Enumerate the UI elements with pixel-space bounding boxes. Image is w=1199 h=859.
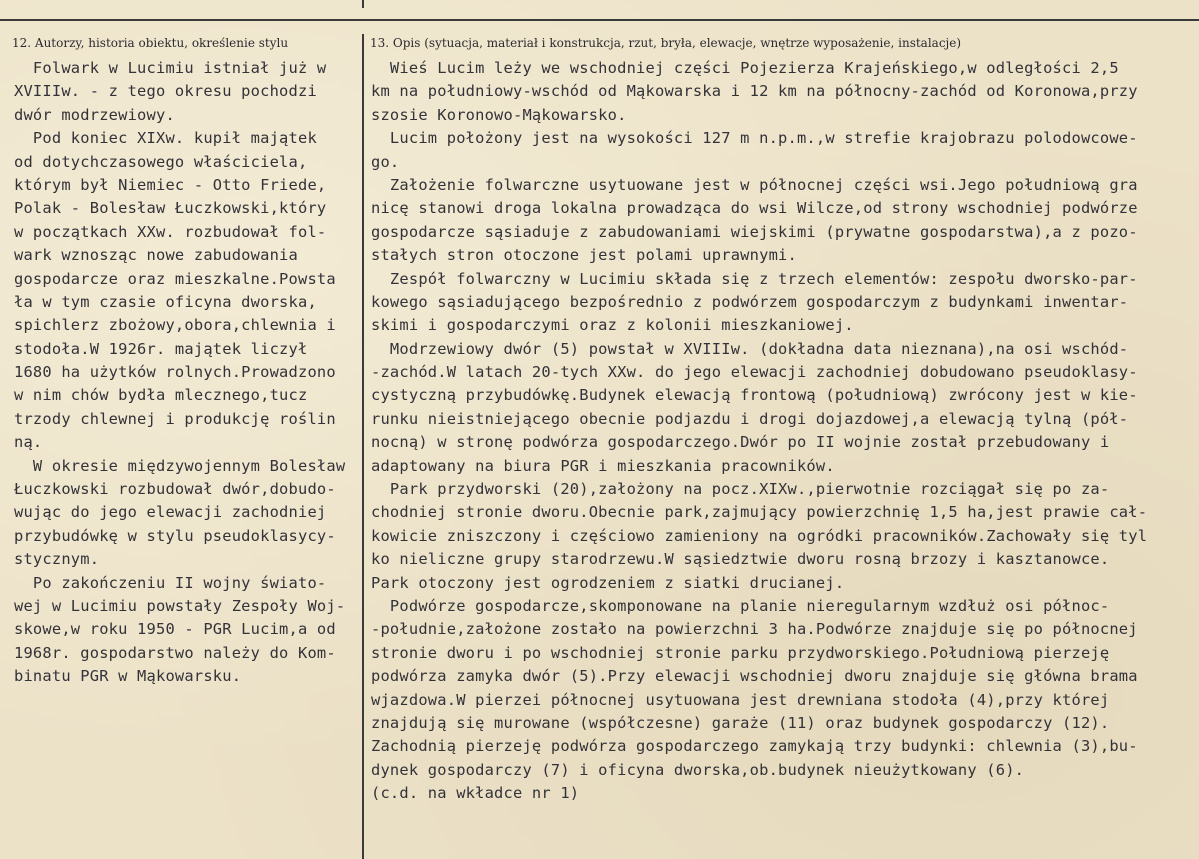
text-line: (c.d. na wkładce nr 1) [371, 784, 580, 803]
text-line: Po zakończeniu II wojny świato- [14, 573, 327, 592]
text-line: nocną) w stronę podwórza gospodarczego.Dwór po II wojnie został przebudowany i [371, 433, 1110, 452]
text-line: 1968r. gospodarstwo należy do Kom- [14, 643, 336, 662]
text-line: przybudówkę w stylu pseudoklasycy- [14, 526, 336, 545]
text-line: Wieś Lucim leży we wschodniej części Pojezierza Krajeńskiego,w odległości 2,5 [371, 59, 1119, 77]
text-line: cystyczną przybudówkę.Budynek elewacją frontową (południową) zwrócony jest w kie- [371, 386, 1138, 405]
text-line: kowicie zniszczony i częściowo zamieniony na ogródki pracowników.Zachowały się tyl [371, 526, 1148, 545]
text-line: od dotychczasowego właściciela, [14, 152, 308, 171]
text-line: znajdują się murowane (współczesne) garaże (11) oraz budynek gospodarczy (12). [371, 713, 1110, 732]
text-line: W okresie międzywojennym Bolesław [14, 456, 346, 475]
text-line: Folwark w Lucimiu istniał już w [14, 59, 327, 77]
section-13-header: 13. Opis (sytuacja, materiał i konstrukcja, rzut, bryła, elewacje, wnętrze wyposażenie, instalacje) [370, 36, 962, 50]
text-line: wując do jego elewacji zachodniej [14, 503, 327, 522]
text-line: kowego sąsiadującego bezpośrednio z podwórzem gospodarczym z budynkami inwentar- [371, 292, 1129, 311]
text-line: Park przydworski (20),założony na pocz.XIXw.,pierwotnie rozciągał się po za- [371, 480, 1110, 499]
text-line: Podwórze gospodarcze,skomponowane na planie nieregularnym wzdłuż osi północ- [371, 596, 1110, 615]
section-12-header: 12. Autorzy, historia obiektu, określenie stylu [12, 36, 289, 50]
text-line: stycznym. [14, 550, 100, 569]
history-text-column [14, 57, 359, 689]
description-text-column [371, 57, 1197, 806]
text-line: ła w tym czasie oficyna dworska, [14, 292, 317, 311]
text-line: dwór modrzewiowy. [14, 105, 175, 124]
text-line: w początkach XXw. rozbudował fol- [14, 222, 327, 241]
text-line: adaptowany na biura PGR i mieszkania pracowników. [371, 456, 835, 475]
text-line: stałych stron otoczone jest polami uprawnymi. [371, 246, 797, 265]
top-rule [0, 19, 1199, 21]
column-divider [362, 34, 364, 859]
text-line: skimi i gospodarczymi oraz z kolonii mieszkaniowej. [371, 316, 854, 335]
text-line: chodniej stronie dworu.Obecnie park,zajmujący powierzchnię 1,5 ha,jest prawie cał- [371, 503, 1148, 522]
text-line: Pod koniec XIXw. kupił majątek [14, 129, 317, 148]
text-line: w nim chów bydła mlecznego,tucz [14, 386, 308, 405]
text-line: podwórza zamyka dwór (5).Przy elewacji wschodniej dworu znajduje się główna brama [371, 667, 1138, 686]
text-line: którym był Niemiec - Otto Friede, [14, 175, 327, 194]
text-line: wej w Lucimiu powstały Zespoły Woj- [14, 596, 346, 615]
text-line: 1680 ha użytków rolnych.Prowadzono [14, 363, 336, 382]
text-line: km na południowy-wschód od Mąkowarska i 12 km na północny-zachód od Koronowa,przy [371, 82, 1138, 101]
text-line: Polak - Bolesław Łuczkowski,który [14, 199, 327, 218]
text-line: gospodarcze sąsiaduje z zabudowaniami wiejskimi (prywatne gospodarstwa),a z pozo- [371, 222, 1138, 241]
text-line: runku nieistniejącego obecnie podjazdu i drogi dojazdowej,a elewacją tylną (pół- [371, 409, 1129, 428]
text-line: gospodarcze oraz mieszkalne.Powsta [14, 269, 336, 288]
text-line: szosie Koronowo-Mąkowarsko. [371, 105, 627, 124]
text-line: Założenie folwarczne usytuowane jest w północnej części wsi.Jego południową gra [371, 175, 1138, 194]
text-line: spichlerz zbożowy,obora,chlewnia i [14, 316, 336, 335]
text-line: wark wznosząc nowe zabudowania [14, 246, 298, 265]
text-line: XVIIIw. - z tego okresu pochodzi [14, 82, 317, 101]
text-line: Zespół folwarczny w Lucimiu składa się z trzech elementów: zespołu dworsko-par- [371, 269, 1138, 288]
text-line: dynek gospodarczy (7) i oficyna dworska,ob.budynek nieużytkowany (6). [371, 760, 1025, 779]
text-line: -południe,założone zostało na powierzchni 3 ha.Podwórze znajduje się po północnej [371, 620, 1138, 639]
text-line: Łuczkowski rozbudował dwór,dobudo- [14, 480, 336, 499]
column-divider-top [362, 0, 364, 8]
text-line: Lucim położony jest na wysokości 127 m n.p.m.,w strefie krajobrazu polodowcowe- [371, 129, 1138, 148]
text-line: -zachód.W latach 20-tych XXw. do jego elewacji zachodniej dobudowano pseudoklasy- [371, 363, 1138, 382]
text-line: Modrzewiowy dwór (5) powstał w XVIIIw. (dokładna data nieznana),na osi wschód- [371, 339, 1129, 358]
text-line: ko nieliczne grupy starodrzewu.W sąsiedztwie dworu rosną brzozy i kasztanowce. [371, 550, 1110, 569]
text-line: Zachodnią pierzeję podwórza gospodarczego zamykają trzy budynki: chlewnia (3),bu- [371, 737, 1138, 756]
text-line: go. [371, 152, 400, 171]
text-line: trzody chlewnej i produkcję roślin [14, 409, 336, 428]
text-line: stodoła.W 1926r. majątek liczył [14, 339, 308, 358]
text-line: stronie dworu i po wschodniej stronie parku przydworskiego.Południową pierzeję [371, 643, 1110, 662]
text-line: binatu PGR w Mąkowarsku. [14, 667, 242, 686]
text-line: nicę stanowi droga lokalna prowadząca do wsi Wilcze,od strony wschodniej podwórze [371, 199, 1138, 218]
text-line: ną. [14, 433, 43, 452]
text-line: skowe,w roku 1950 - PGR Lucim,a od [14, 620, 336, 639]
text-line: wjazdowa.W pierzei północnej usytuowana jest drewniana stodoła (4),przy której [371, 690, 1110, 709]
text-line: Park otoczony jest ogrodzeniem z siatki drucianej. [371, 573, 845, 592]
